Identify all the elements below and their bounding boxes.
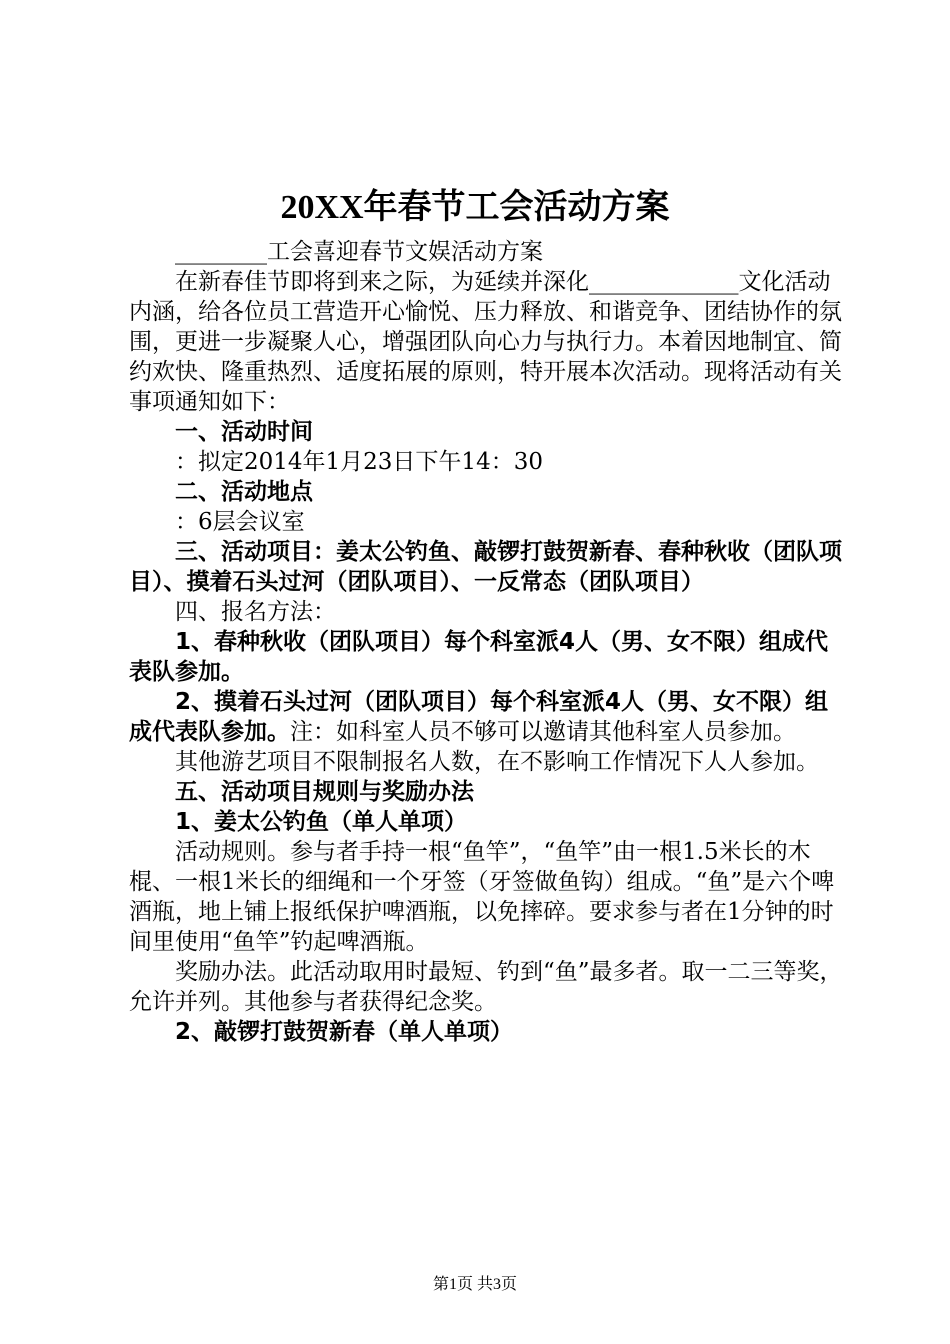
rule-fishing-text: 活动规则。参与者手持一根“鱼竿”，“鱼竿”由一根1.5米长的木棍、一根1米长的细绳和一个牙签（牙签做鱼钩）组成。“鱼”是六个啤酒瓶，地上铺上报纸保护啤酒瓶，以免摔碎。要求参与者在1分钟的时间里使用“鱼竿”钓起啤酒瓶。 bbox=[129, 839, 835, 955]
document-subtitle: ________工会喜迎春节文娱活动方案 bbox=[175, 239, 543, 265]
registration-other: 其他游艺项目不限制报名人数，在不影响工作情况下人人参加。 bbox=[175, 749, 819, 775]
registration-item-2-main: 2、摸着石头过河（团队项目）每个科室派4人（男、女不限）组成代表队参加。 bbox=[129, 689, 829, 745]
section-heading-rules: 五、活动项目规则与奖励办法 bbox=[175, 779, 474, 805]
document-title: 20XX年春节工会活动方案 bbox=[280, 189, 670, 226]
page-footer: 第1页 共3页 bbox=[432, 1276, 517, 1293]
rule-heading-drums: 2、敲锣打鼓贺新春（单人单项） bbox=[175, 1019, 514, 1045]
rule-heading-fishing: 1、姜太公钓鱼（单人单项） bbox=[175, 809, 468, 835]
activity-time: ：拟定2014年1月23日下午14：30 bbox=[175, 449, 543, 475]
registration-item-2 bbox=[129, 687, 849, 747]
section-heading-time: 一、活动时间 bbox=[175, 419, 313, 445]
registration-item-1: 1、春种秋收（团队项目）每个科室派4人（男、女不限）组成代表队参加。 bbox=[129, 629, 829, 685]
activity-location: ：6层会议室 bbox=[175, 509, 305, 535]
section-heading-items: 三、活动项目：姜太公钓鱼、敲锣打鼓贺新春、春种秋收（团队项目）、摸着石头过河（团队项目）、一反常态（团队项目） bbox=[129, 539, 842, 595]
section-heading-registration: 四、报名方法： bbox=[175, 599, 336, 625]
intro-paragraph: 在新春佳节即将到来之际，为延续并深化_____________文化活动内涵，给各位员工营造开心愉悦、压力释放、和谐竞争、团结协作的氛围，更进一步凝聚人心，增强团队向心力与执行力。本着因地制宜、简约欢快、隆重热烈、适度拓展的原则，特开展本次活动。现将活动有关事项通知如下： bbox=[129, 269, 842, 415]
registration-note: 注：如科室人员不够可以邀请其他科室人员参加。 bbox=[290, 719, 796, 745]
document-body bbox=[129, 237, 849, 1047]
reward-fishing-text: 奖励办法。此活动取用时最短、钓到“鱼”最多者。取一二三等奖，允许并列。其他参与者获得纪念奖。 bbox=[129, 959, 843, 1015]
section-heading-location: 二、活动地点 bbox=[175, 479, 313, 505]
